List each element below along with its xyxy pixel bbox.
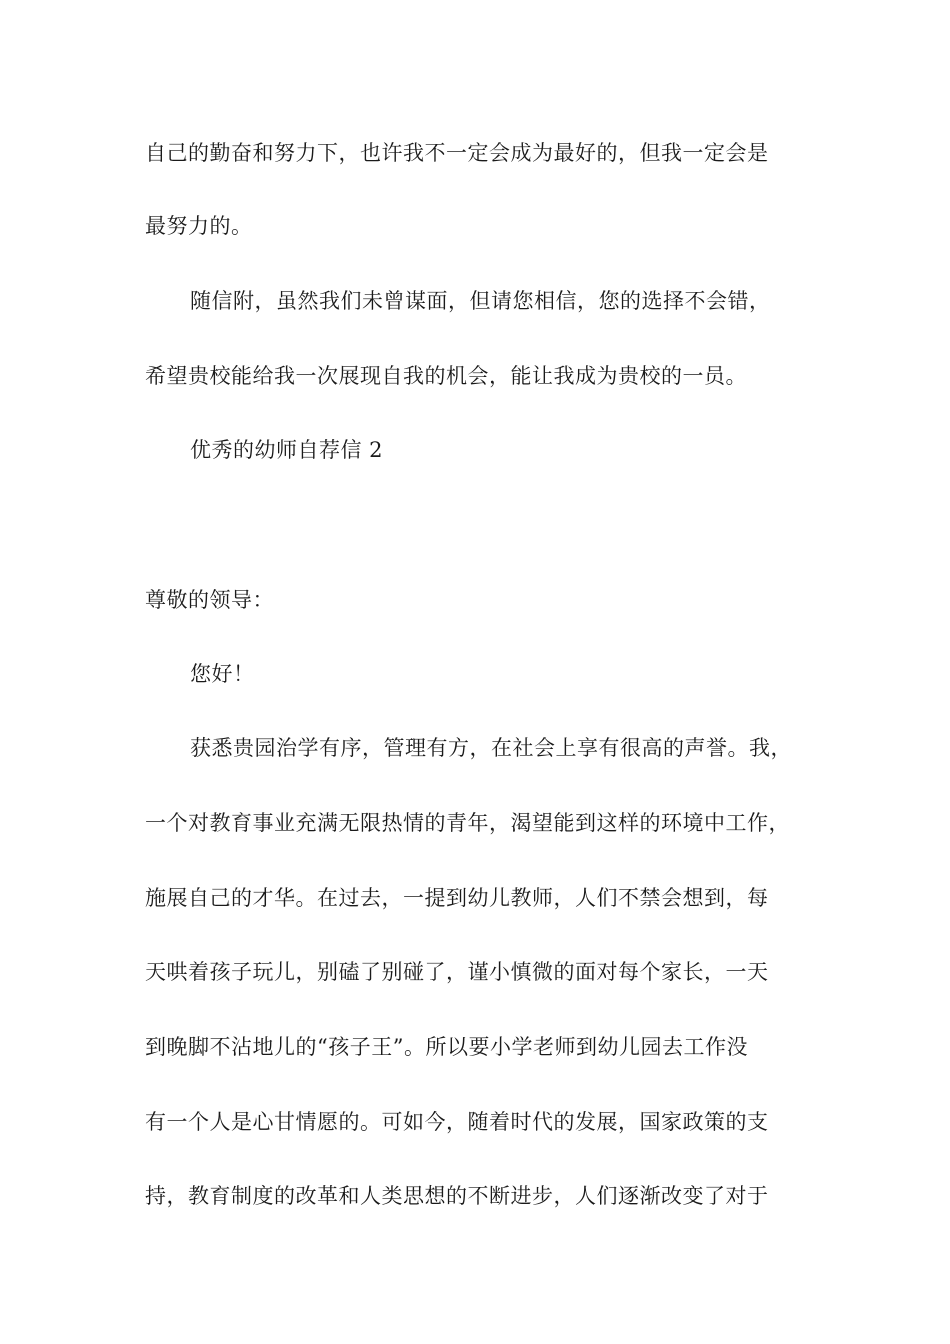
greeting: 您好！ xyxy=(190,662,255,686)
text-line: 到晚脚不沾地儿的“孩子王”。所以要小学老师到幼儿园去工作没 xyxy=(145,1035,748,1059)
text-line: 随信附，虽然我们未曾谋面，但请您相信，您的选择不会错， xyxy=(190,289,771,313)
text-line: 自己的勤奋和努力下，也许我不一定会成为最好的，但我一定会是 xyxy=(145,141,769,165)
text-line: 持，教育制度的改革和人类思想的不断进步，人们逐渐改变了对于 xyxy=(145,1184,769,1208)
text-line: 获悉贵园治学有序，管理有方，在社会上享有很高的声誉。我， xyxy=(190,736,792,760)
salutation: 尊敬的领导： xyxy=(145,588,274,612)
text-line: 天哄着孩子玩儿，别磕了别碰了，谨小慎微的面对每个家长，一天 xyxy=(145,960,769,984)
text-line: 最努力的。 xyxy=(145,214,253,238)
section-heading: 优秀的幼师自荐信 2 xyxy=(190,438,384,462)
text-line: 施展自己的才华。在过去，一提到幼儿教师，人们不禁会想到，每 xyxy=(145,886,769,910)
text-line: 有一个人是心甘情愿的。可如今，随着时代的发展，国家政策的支 xyxy=(145,1110,769,1134)
text-line: 希望贵校能给我一次展现自我的机会，能让我成为贵校的一员。 xyxy=(145,364,747,388)
text-line: 一个对教育事业充满无限热情的青年，渴望能到这样的环境中工作， xyxy=(145,811,790,835)
